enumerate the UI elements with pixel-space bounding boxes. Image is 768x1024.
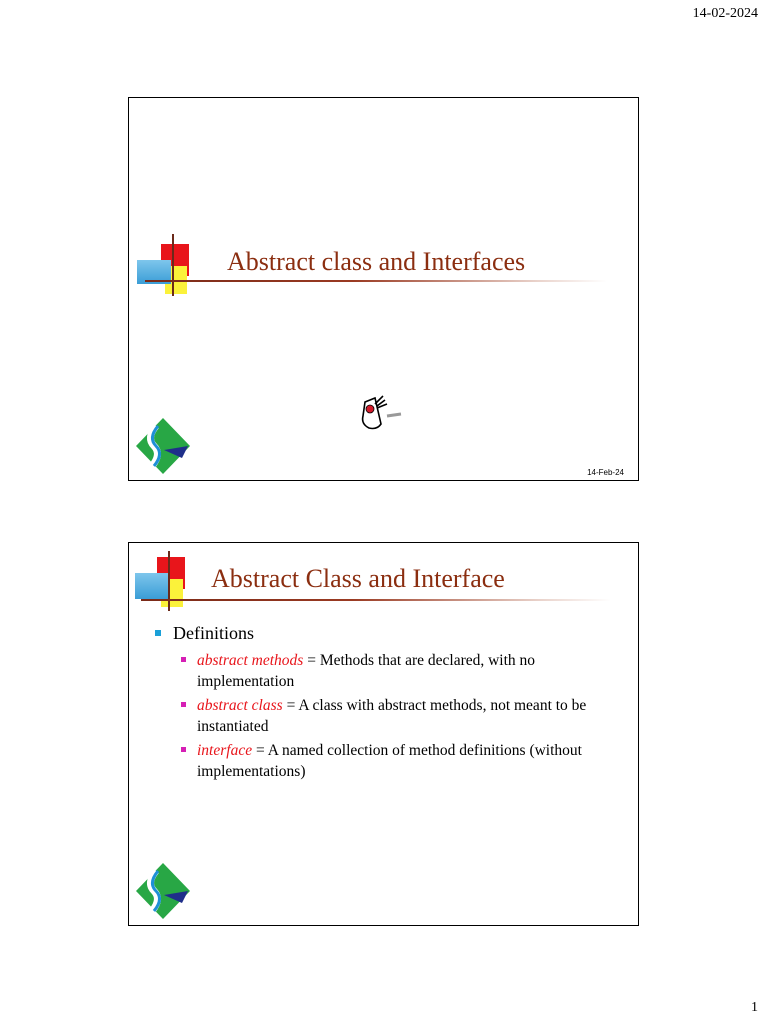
definition-text: = Methods that are declared, with no implementation [197, 652, 536, 690]
sub-bullet-icon [181, 657, 186, 662]
bullet-text: Definitions [173, 623, 254, 643]
list-item [155, 623, 625, 644]
sub-bullet-icon [181, 747, 186, 752]
slide-1-footer-date: 14-Feb-24 [587, 468, 624, 477]
definition-term: interface [197, 742, 253, 759]
bullet-list [155, 623, 625, 785]
logo-icon [134, 861, 192, 921]
sub-bullet-icon [181, 702, 186, 707]
java-duke-icon [357, 394, 411, 434]
bullet-icon [155, 630, 161, 636]
slide-2 [128, 542, 639, 926]
slide-2-title: Abstract Class and Interface [211, 564, 505, 593]
list-item [197, 650, 625, 692]
definition-term: abstract class [197, 697, 283, 714]
page-date: 14-02-2024 [692, 6, 758, 21]
definition-text: = A class with abstract methods, not meant to be instantiated [197, 697, 587, 735]
definition-term: abstract methods [197, 652, 304, 669]
page-number: 1 [751, 1000, 758, 1015]
list-item [197, 695, 625, 737]
slide-1-title: Abstract class and Interfaces [227, 247, 526, 276]
logo-icon [134, 416, 192, 476]
slide-1 [128, 97, 639, 481]
list-item [197, 740, 625, 782]
definition-text: = A named collection of method definitions (without implementations) [197, 742, 582, 780]
